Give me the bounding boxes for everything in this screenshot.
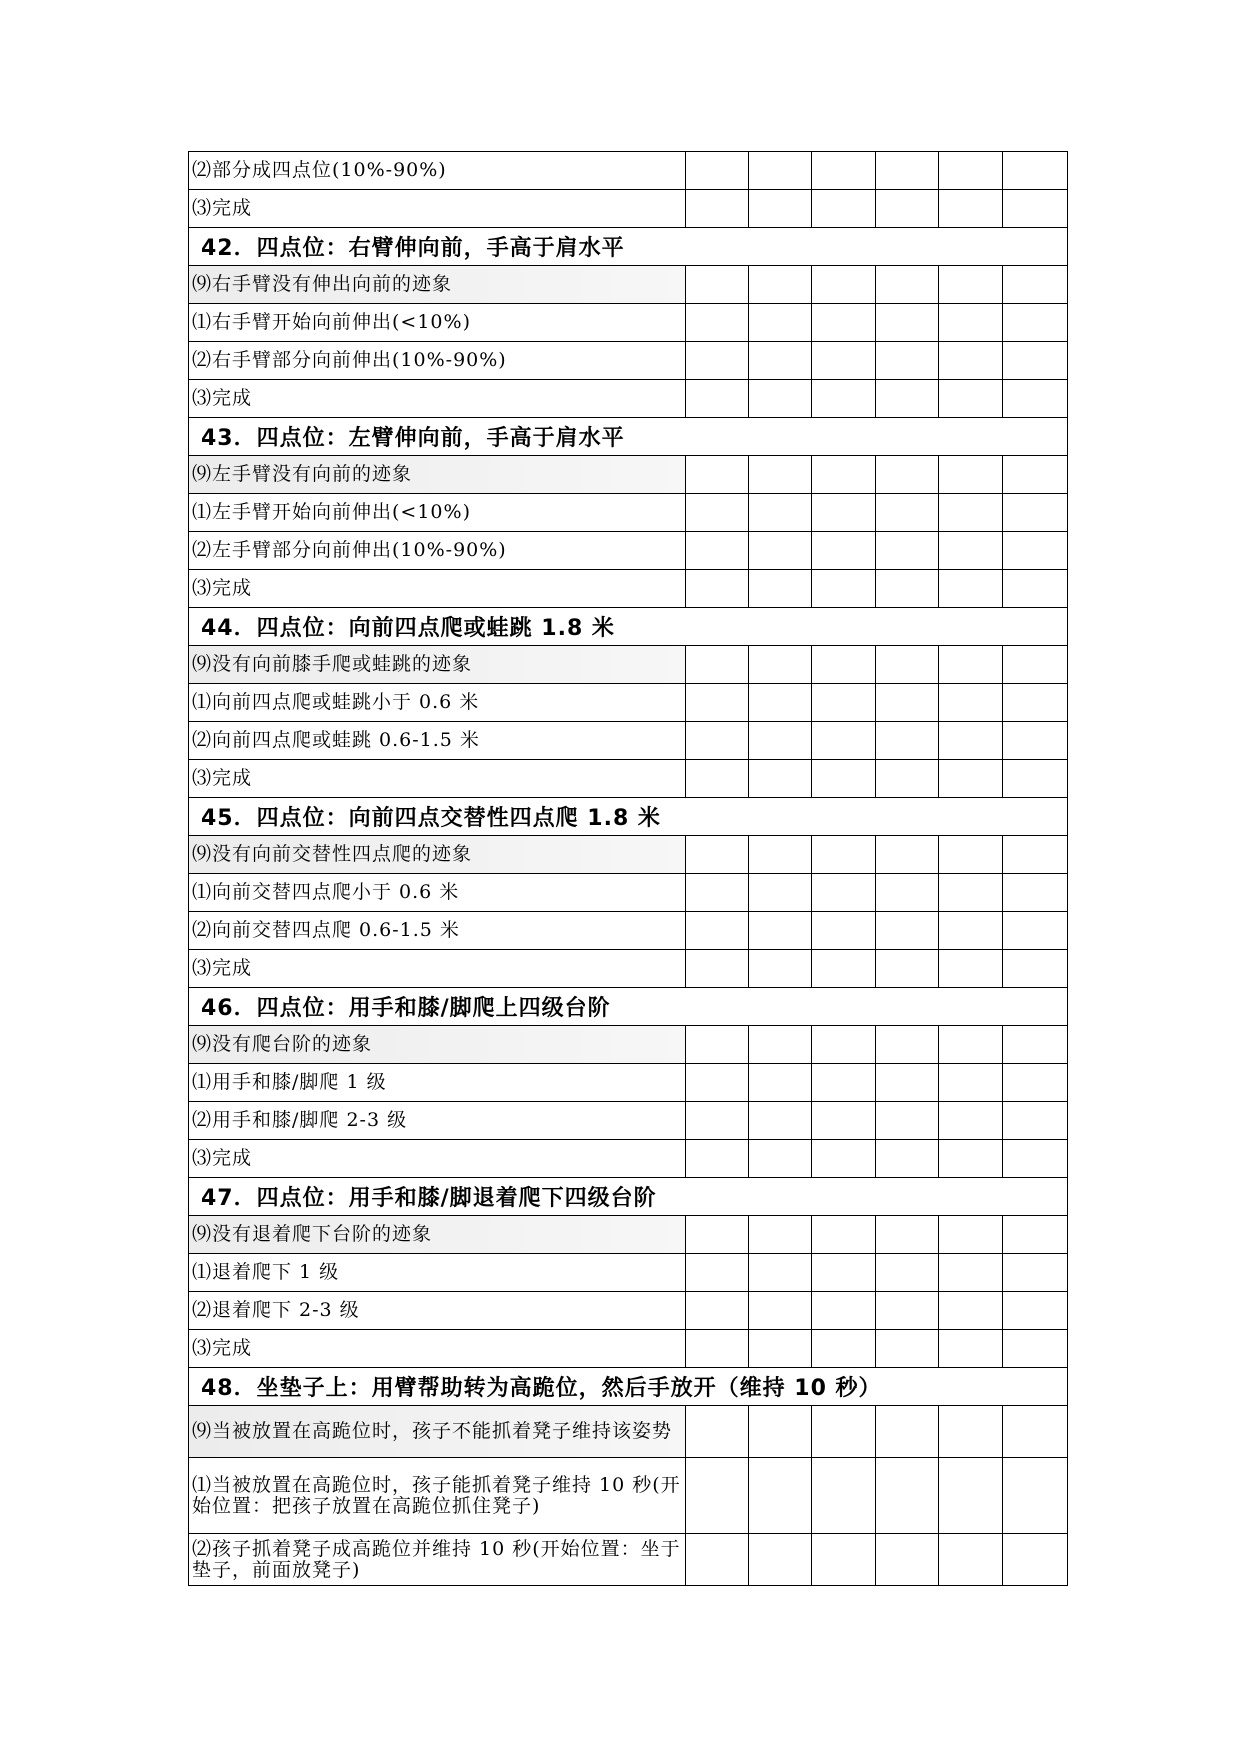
score-option-row	[189, 380, 1068, 418]
score-cell-3[interactable]	[812, 342, 876, 380]
score-option-row	[189, 570, 1068, 608]
item-title: 44．四点位：向前四点爬或蛙跳 1.8 米	[189, 608, 1068, 646]
score-option-label: ⑼右手臂没有伸出向前的迹象	[189, 266, 686, 304]
score-cell-5[interactable]	[939, 342, 1003, 380]
score-option-row	[189, 1292, 1068, 1330]
score-cell-3[interactable]	[812, 494, 876, 532]
score-cell-6[interactable]	[1003, 760, 1068, 798]
score-option-row	[189, 1140, 1068, 1178]
score-option-row	[189, 456, 1068, 494]
score-cell-6[interactable]	[1003, 1102, 1068, 1140]
score-cell-5[interactable]	[939, 152, 1003, 190]
score-cell-5[interactable]	[939, 190, 1003, 228]
score-cell-1[interactable]	[686, 760, 749, 798]
score-cell-6[interactable]	[1003, 304, 1068, 342]
score-cell-5[interactable]	[939, 760, 1003, 798]
score-cell-4[interactable]	[876, 456, 939, 494]
score-cell-3[interactable]	[812, 1064, 876, 1102]
score-option-row	[189, 304, 1068, 342]
score-cell-1[interactable]	[686, 1330, 749, 1368]
score-cell-1[interactable]	[686, 1292, 749, 1330]
score-option-label: ⑼没有向前膝手爬或蛙跳的迹象	[189, 646, 686, 684]
score-cell-6[interactable]	[1003, 266, 1068, 304]
score-option-row	[189, 1534, 1068, 1586]
score-option-row	[189, 722, 1068, 760]
score-cell-4[interactable]	[876, 760, 939, 798]
item-title: 45．四点位：向前四点交替性四点爬 1.8 米	[189, 798, 1068, 836]
score-cell-2[interactable]	[749, 266, 812, 304]
score-cell-2[interactable]	[749, 152, 812, 190]
score-cell-4[interactable]	[876, 874, 939, 912]
item-title: 47．四点位：用手和膝/脚退着爬下四级台阶	[189, 1178, 1068, 1216]
score-cell-1[interactable]	[686, 1140, 749, 1178]
score-cell-2[interactable]	[749, 1254, 812, 1292]
score-cell-2[interactable]	[749, 760, 812, 798]
item-title: 43．四点位：左臂伸向前，手高于肩水平	[189, 418, 1068, 456]
score-cell-3[interactable]	[812, 760, 876, 798]
score-cell-3[interactable]	[812, 304, 876, 342]
score-cell-4[interactable]	[876, 950, 939, 988]
score-cell-6[interactable]	[1003, 342, 1068, 380]
score-cell-1[interactable]	[686, 1254, 749, 1292]
score-cell-5[interactable]	[939, 304, 1003, 342]
score-option-row	[189, 1406, 1068, 1458]
score-option-label: ⑵右手臂部分向前伸出(10%-90%)	[189, 342, 686, 380]
score-cell-1[interactable]	[686, 570, 749, 608]
score-cell-3[interactable]	[812, 1292, 876, 1330]
score-cell-2[interactable]	[749, 494, 812, 532]
score-option-label: ⑵向前四点爬或蛙跳 0.6-1.5 米	[189, 722, 686, 760]
score-option-label: ⑼当被放置在高跪位时，孩子不能抓着凳子维持该姿势	[189, 1406, 686, 1458]
score-cell-2[interactable]	[749, 380, 812, 418]
score-cell-3[interactable]	[812, 912, 876, 950]
score-cell-1[interactable]	[686, 684, 749, 722]
score-cell-3[interactable]	[812, 1254, 876, 1292]
score-cell-5[interactable]	[939, 1534, 1003, 1586]
item-header-row	[189, 1178, 1068, 1216]
item-header-row	[189, 1368, 1068, 1406]
score-cell-1[interactable]	[686, 1026, 749, 1064]
score-cell-6[interactable]	[1003, 1254, 1068, 1292]
score-option-label: ⑼没有爬台阶的迹象	[189, 1026, 686, 1064]
score-cell-4[interactable]	[876, 684, 939, 722]
score-option-label: ⑶完成	[189, 190, 686, 228]
score-option-row	[189, 1330, 1068, 1368]
score-cell-1[interactable]	[686, 1102, 749, 1140]
score-cell-1[interactable]	[686, 152, 749, 190]
score-cell-2[interactable]	[749, 304, 812, 342]
score-option-row	[189, 1064, 1068, 1102]
score-cell-5[interactable]	[939, 1458, 1003, 1534]
score-cell-5[interactable]	[939, 1406, 1003, 1458]
score-cell-4[interactable]	[876, 266, 939, 304]
score-cell-5[interactable]	[939, 950, 1003, 988]
score-option-row	[189, 532, 1068, 570]
score-cell-5[interactable]	[939, 380, 1003, 418]
score-cell-2[interactable]	[749, 646, 812, 684]
score-cell-3[interactable]	[812, 570, 876, 608]
score-option-row	[189, 190, 1068, 228]
score-cell-2[interactable]	[749, 836, 812, 874]
score-cell-5[interactable]	[939, 874, 1003, 912]
score-cell-4[interactable]	[876, 646, 939, 684]
score-cell-5[interactable]	[939, 1216, 1003, 1254]
score-cell-3[interactable]	[812, 950, 876, 988]
score-cell-2[interactable]	[749, 190, 812, 228]
score-cell-1[interactable]	[686, 494, 749, 532]
score-cell-1[interactable]	[686, 836, 749, 874]
score-cell-5[interactable]	[939, 1140, 1003, 1178]
score-cell-2[interactable]	[749, 1064, 812, 1102]
score-cell-6[interactable]	[1003, 722, 1068, 760]
score-cell-4[interactable]	[876, 494, 939, 532]
score-cell-5[interactable]	[939, 1292, 1003, 1330]
score-cell-4[interactable]	[876, 912, 939, 950]
score-cell-1[interactable]	[686, 190, 749, 228]
score-option-label: ⑴用手和膝/脚爬 1 级	[189, 1064, 686, 1102]
score-cell-3[interactable]	[812, 532, 876, 570]
score-cell-3[interactable]	[812, 1406, 876, 1458]
score-cell-4[interactable]	[876, 1330, 939, 1368]
score-cell-5[interactable]	[939, 1254, 1003, 1292]
score-cell-4[interactable]	[876, 570, 939, 608]
score-cell-5[interactable]	[939, 456, 1003, 494]
score-option-row	[189, 152, 1068, 190]
score-option-label: ⑶完成	[189, 570, 686, 608]
score-option-row	[189, 1458, 1068, 1534]
score-cell-5[interactable]	[939, 494, 1003, 532]
score-cell-2[interactable]	[749, 1026, 812, 1064]
score-cell-4[interactable]	[876, 1534, 939, 1586]
score-cell-5[interactable]	[939, 1064, 1003, 1102]
score-option-label: ⑶完成	[189, 950, 686, 988]
score-option-row	[189, 874, 1068, 912]
score-cell-1[interactable]	[686, 266, 749, 304]
score-cell-2[interactable]	[749, 912, 812, 950]
score-option-row	[189, 1102, 1068, 1140]
score-option-row	[189, 1216, 1068, 1254]
score-cell-2[interactable]	[749, 722, 812, 760]
score-cell-1[interactable]	[686, 380, 749, 418]
score-cell-1[interactable]	[686, 304, 749, 342]
score-cell-4[interactable]	[876, 1254, 939, 1292]
score-option-label: ⑵退着爬下 2-3 级	[189, 1292, 686, 1330]
score-option-row	[189, 646, 1068, 684]
score-cell-4[interactable]	[876, 1458, 939, 1534]
score-cell-1[interactable]	[686, 1216, 749, 1254]
score-cell-1[interactable]	[686, 456, 749, 494]
score-cell-2[interactable]	[749, 1534, 812, 1586]
score-cell-5[interactable]	[939, 684, 1003, 722]
score-option-label: ⑵用手和膝/脚爬 2-3 级	[189, 1102, 686, 1140]
item-title: 48．坐垫子上：用臂帮助转为高跪位，然后手放开（维持 10 秒）	[189, 1368, 1068, 1406]
score-cell-6[interactable]	[1003, 532, 1068, 570]
score-cell-3[interactable]	[812, 266, 876, 304]
score-option-row	[189, 760, 1068, 798]
score-option-label: ⑵孩子抓着凳子成高跪位并维持 10 秒(开始位置：坐于垫子，前面放凳子)	[189, 1534, 686, 1586]
score-cell-2[interactable]	[749, 532, 812, 570]
score-cell-6[interactable]	[1003, 1458, 1068, 1534]
score-cell-6[interactable]	[1003, 1406, 1068, 1458]
score-cell-1[interactable]	[686, 342, 749, 380]
score-cell-3[interactable]	[812, 646, 876, 684]
score-cell-3[interactable]	[812, 1330, 876, 1368]
score-option-row	[189, 1254, 1068, 1292]
score-cell-4[interactable]	[876, 1064, 939, 1102]
score-cell-3[interactable]	[812, 836, 876, 874]
score-cell-1[interactable]	[686, 1406, 749, 1458]
score-cell-5[interactable]	[939, 646, 1003, 684]
score-cell-4[interactable]	[876, 836, 939, 874]
score-cell-2[interactable]	[749, 874, 812, 912]
score-cell-4[interactable]	[876, 1140, 939, 1178]
score-cell-6[interactable]	[1003, 570, 1068, 608]
score-cell-5[interactable]	[939, 836, 1003, 874]
score-cell-2[interactable]	[749, 1292, 812, 1330]
score-cell-3[interactable]	[812, 1140, 876, 1178]
score-cell-3[interactable]	[812, 1458, 876, 1534]
score-cell-6[interactable]	[1003, 1026, 1068, 1064]
score-cell-1[interactable]	[686, 646, 749, 684]
score-option-label: ⑵左手臂部分向前伸出(10%-90%)	[189, 532, 686, 570]
item-title: 42．四点位：右臂伸向前，手高于肩水平	[189, 228, 1068, 266]
score-option-row	[189, 950, 1068, 988]
score-option-row	[189, 494, 1068, 532]
item-header-row	[189, 418, 1068, 456]
score-option-label: ⑼没有退着爬下台阶的迹象	[189, 1216, 686, 1254]
score-cell-5[interactable]	[939, 1102, 1003, 1140]
score-cell-4[interactable]	[876, 532, 939, 570]
score-cell-3[interactable]	[812, 874, 876, 912]
score-cell-5[interactable]	[939, 1330, 1003, 1368]
score-cell-2[interactable]	[749, 1458, 812, 1534]
score-option-label: ⑴当被放置在高跪位时，孩子能抓着凳子维持 10 秒(开始位置：把孩子放置在高跪位抓住凳子)	[189, 1458, 686, 1534]
score-cell-6[interactable]	[1003, 684, 1068, 722]
score-option-label: ⑴右手臂开始向前伸出(<10%)	[189, 304, 686, 342]
item-header-row	[189, 228, 1068, 266]
score-option-row	[189, 266, 1068, 304]
score-cell-4[interactable]	[876, 190, 939, 228]
score-cell-2[interactable]	[749, 1406, 812, 1458]
score-cell-6[interactable]	[1003, 152, 1068, 190]
score-cell-1[interactable]	[686, 912, 749, 950]
item-title: 46．四点位：用手和膝/脚爬上四级台阶	[189, 988, 1068, 1026]
score-option-label: ⑴左手臂开始向前伸出(<10%)	[189, 494, 686, 532]
score-option-label: ⑶完成	[189, 1140, 686, 1178]
score-option-row	[189, 1026, 1068, 1064]
score-cell-3[interactable]	[812, 456, 876, 494]
score-cell-4[interactable]	[876, 1292, 939, 1330]
score-cell-1[interactable]	[686, 1458, 749, 1534]
score-cell-4[interactable]	[876, 1216, 939, 1254]
score-cell-2[interactable]	[749, 570, 812, 608]
score-cell-4[interactable]	[876, 152, 939, 190]
score-option-label: ⑶完成	[189, 1330, 686, 1368]
score-cell-3[interactable]	[812, 380, 876, 418]
score-option-label: ⑴向前四点爬或蛙跳小于 0.6 米	[189, 684, 686, 722]
score-cell-6[interactable]	[1003, 190, 1068, 228]
score-cell-1[interactable]	[686, 722, 749, 760]
score-cell-4[interactable]	[876, 380, 939, 418]
score-cell-3[interactable]	[812, 684, 876, 722]
score-cell-6[interactable]	[1003, 1330, 1068, 1368]
score-cell-1[interactable]	[686, 1534, 749, 1586]
score-cell-2[interactable]	[749, 1140, 812, 1178]
score-cell-5[interactable]	[939, 912, 1003, 950]
score-cell-6[interactable]	[1003, 1140, 1068, 1178]
score-cell-5[interactable]	[939, 532, 1003, 570]
score-cell-6[interactable]	[1003, 456, 1068, 494]
score-cell-4[interactable]	[876, 722, 939, 760]
score-option-label: ⑶完成	[189, 760, 686, 798]
score-cell-3[interactable]	[812, 190, 876, 228]
score-option-label: ⑶完成	[189, 380, 686, 418]
item-header-row	[189, 988, 1068, 1026]
score-cell-6[interactable]	[1003, 646, 1068, 684]
score-cell-4[interactable]	[876, 1102, 939, 1140]
score-option-row	[189, 836, 1068, 874]
score-cell-5[interactable]	[939, 722, 1003, 760]
score-cell-2[interactable]	[749, 684, 812, 722]
score-cell-5[interactable]	[939, 570, 1003, 608]
score-cell-4[interactable]	[876, 1026, 939, 1064]
score-cell-4[interactable]	[876, 304, 939, 342]
score-cell-1[interactable]	[686, 532, 749, 570]
score-cell-6[interactable]	[1003, 1064, 1068, 1102]
score-cell-6[interactable]	[1003, 912, 1068, 950]
item-header-row	[189, 798, 1068, 836]
item-header-row	[189, 608, 1068, 646]
score-cell-6[interactable]	[1003, 1216, 1068, 1254]
score-cell-6[interactable]	[1003, 1534, 1068, 1586]
score-cell-6[interactable]	[1003, 380, 1068, 418]
score-cell-2[interactable]	[749, 1216, 812, 1254]
score-cell-3[interactable]	[812, 1534, 876, 1586]
score-cell-2[interactable]	[749, 342, 812, 380]
score-cell-6[interactable]	[1003, 950, 1068, 988]
score-cell-1[interactable]	[686, 874, 749, 912]
score-cell-1[interactable]	[686, 1064, 749, 1102]
score-option-row	[189, 342, 1068, 380]
score-cell-6[interactable]	[1003, 874, 1068, 912]
score-cell-1[interactable]	[686, 950, 749, 988]
score-cell-5[interactable]	[939, 1026, 1003, 1064]
score-option-label: ⑼没有向前交替性四点爬的迹象	[189, 836, 686, 874]
score-cell-3[interactable]	[812, 1026, 876, 1064]
score-option-row	[189, 684, 1068, 722]
score-cell-4[interactable]	[876, 1406, 939, 1458]
score-cell-5[interactable]	[939, 266, 1003, 304]
score-option-label: ⑵部分成四点位(10%-90%)	[189, 152, 686, 190]
assessment-table-body	[189, 152, 1068, 1586]
score-cell-2[interactable]	[749, 950, 812, 988]
score-cell-6[interactable]	[1003, 1292, 1068, 1330]
score-cell-2[interactable]	[749, 1102, 812, 1140]
score-cell-6[interactable]	[1003, 494, 1068, 532]
score-cell-3[interactable]	[812, 1216, 876, 1254]
score-cell-3[interactable]	[812, 722, 876, 760]
score-cell-6[interactable]	[1003, 836, 1068, 874]
score-option-row	[189, 912, 1068, 950]
score-option-label: ⑴退着爬下 1 级	[189, 1254, 686, 1292]
score-cell-3[interactable]	[812, 152, 876, 190]
score-option-label: ⑴向前交替四点爬小于 0.6 米	[189, 874, 686, 912]
score-cell-2[interactable]	[749, 456, 812, 494]
score-cell-3[interactable]	[812, 1102, 876, 1140]
score-cell-2[interactable]	[749, 1330, 812, 1368]
score-cell-4[interactable]	[876, 342, 939, 380]
score-option-label: ⑼左手臂没有向前的迹象	[189, 456, 686, 494]
assessment-table	[188, 151, 1068, 1586]
score-option-label: ⑵向前交替四点爬 0.6-1.5 米	[189, 912, 686, 950]
